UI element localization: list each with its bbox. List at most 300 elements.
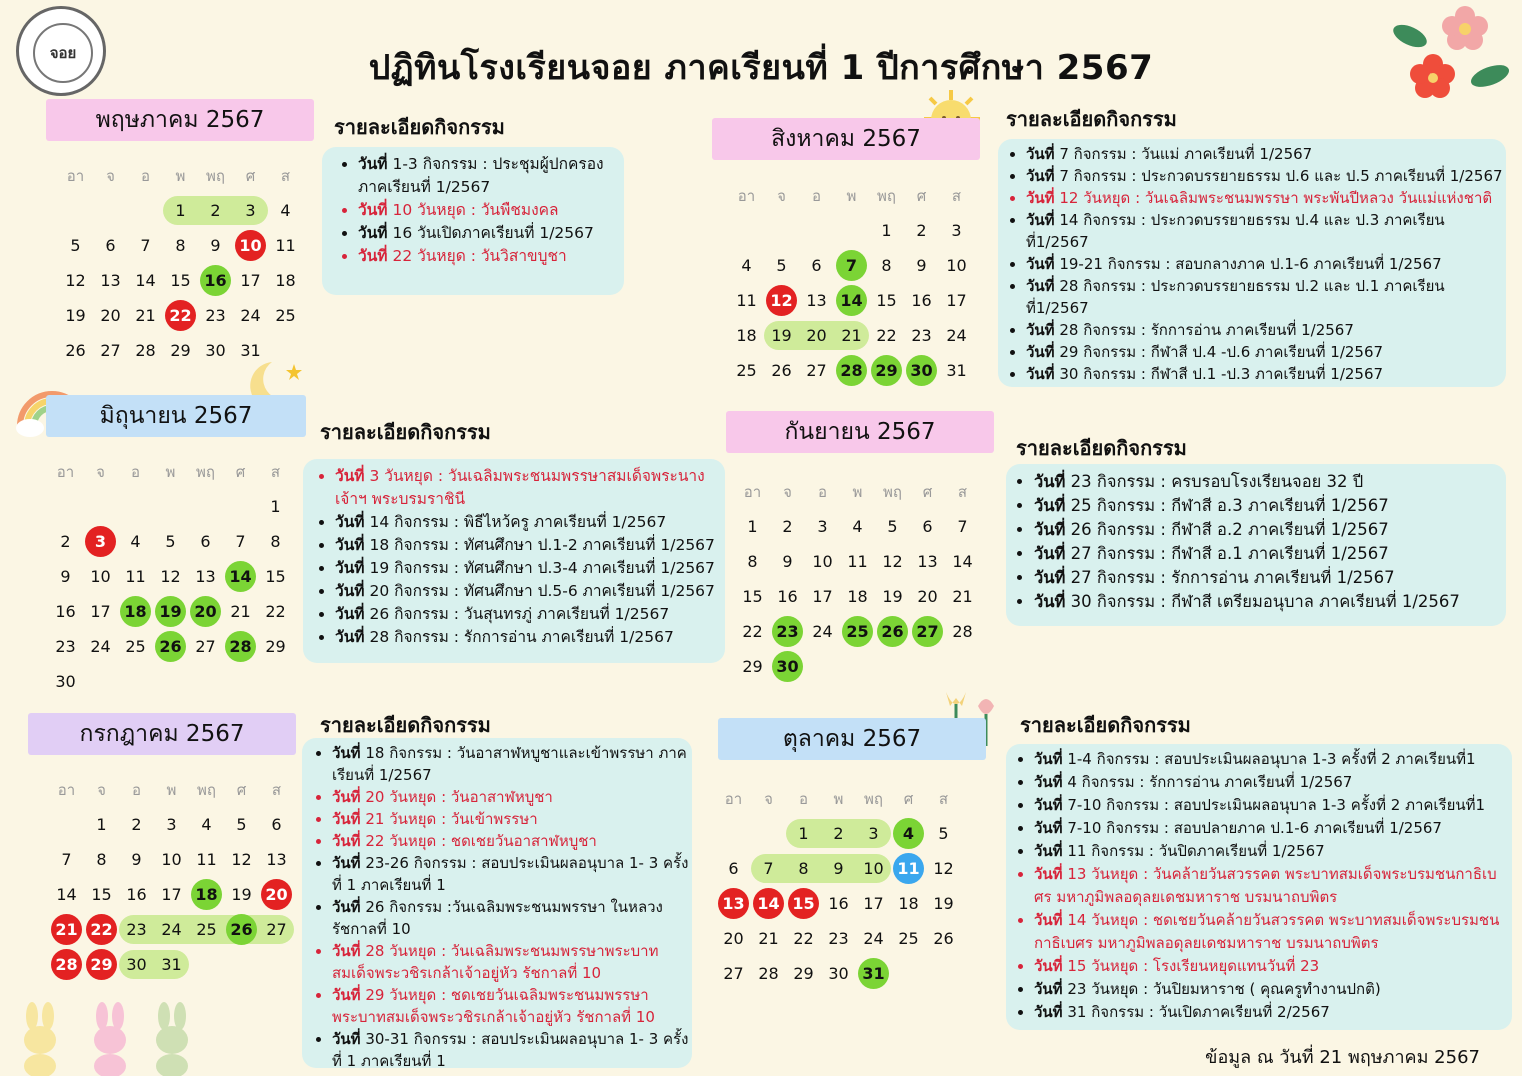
- activity-text: 10 วันหยุด : วันพืชมงคล: [387, 201, 559, 219]
- weekday-label: จ: [106, 166, 115, 185]
- calendar-day: 19: [933, 894, 954, 913]
- calendar-day: 16: [828, 894, 849, 913]
- activity-day-label: วันที่: [335, 467, 365, 485]
- activities-heading-june: รายละเอียดกิจกรรม: [320, 420, 491, 444]
- activity-day-label: วันที่: [1026, 255, 1055, 273]
- calendar-day: 15: [742, 587, 763, 606]
- calendar-day: 25: [196, 920, 217, 939]
- calendar-day: 23: [911, 326, 932, 345]
- activity-item: [1034, 494, 1506, 518]
- activity-text: 26 กิจกรรม :วันเฉลิมพระชนมพรรษา ในหลวงรัชกาลที่ 10: [332, 898, 663, 938]
- activity-text: 16 วันเปิดภาคเรียนที่ 1/2567: [387, 224, 594, 242]
- calendar-day: 5: [165, 532, 176, 551]
- calendar-day: 16: [126, 885, 147, 904]
- activity-text: 25 กิจกรรม : กีฬาสี อ.3 ภาคเรียนที่ 1/2567: [1065, 496, 1389, 515]
- calendar-day: 4: [741, 256, 752, 275]
- calendar-day: 31: [946, 361, 967, 380]
- calendar-day: 19: [65, 306, 86, 325]
- activity-day-label: วันที่: [335, 536, 365, 554]
- activity-item: [335, 534, 721, 557]
- calendar-day-holiday: 15: [786, 886, 821, 921]
- activity-item: [358, 245, 616, 268]
- calendar-day: 2: [833, 824, 844, 843]
- calendar-day: 14: [952, 552, 973, 571]
- activity-item: [1034, 794, 1512, 817]
- calendar-day: 8: [798, 859, 809, 878]
- activity-day-label: วันที่: [1034, 819, 1063, 837]
- calendar-day: 15: [170, 271, 191, 290]
- calendar-day: 20: [917, 587, 938, 606]
- weekday-label: อา: [57, 780, 76, 799]
- activity-day-label: วันที่: [1034, 544, 1066, 563]
- weekday-label: ศ: [922, 482, 933, 501]
- activity-text: 29 วันหยุด : ชดเชยวันเฉลิมพระชนมพรรษาพระบาทสมเด็จพระวชิรเกล้าเจ้าอยู่หัว รัชกาลที่ 10: [332, 986, 655, 1026]
- calendar-day: 9: [131, 850, 142, 869]
- activity-item: [332, 1028, 690, 1072]
- activity-item: [335, 580, 721, 603]
- calendar-day: 21: [758, 929, 779, 948]
- activity-text: 15 วันหยุด : โรงเรียนหยุดแทนวันที่ 23: [1062, 957, 1320, 975]
- activities-box-september: [1006, 464, 1506, 626]
- weekday-label: พฤ: [206, 166, 225, 185]
- activity-text: 31 กิจกรรม : วันเปิดภาคเรียนที่ 2/2567: [1062, 1003, 1330, 1021]
- calendar-day: 20: [806, 326, 827, 345]
- empty-day: [834, 213, 869, 248]
- weekday-label: อา: [737, 186, 756, 205]
- activity-text: 14 วันหยุด : ชดเชยวันคล้ายวันสวรรคต พระบาทสมเด็จพระบรมชนกาธิเบศร มหาภูมิพลอดุลยเดชมหาราช บรมนาถบพิตร: [1034, 911, 1500, 952]
- calendar-day: 8: [175, 236, 186, 255]
- weekday-label: อา: [56, 462, 75, 481]
- school-logo-text: จอย: [33, 23, 93, 83]
- activity-text: 12 วันหยุด : วันเฉลิมพระชนมพรรษา พระพันปีหลวง วันแม่แห่งชาติ: [1054, 189, 1493, 207]
- activity-text: 20 วันหยุด : วันอาสาฬหบูชา: [360, 788, 553, 806]
- calendar-day: 27: [100, 341, 121, 360]
- calendar-day: 9: [60, 567, 71, 586]
- calendar-day: 4: [201, 815, 212, 834]
- activities-heading-october: รายละเอียดกิจกรรม: [1020, 713, 1191, 737]
- calendar-day: 17: [812, 587, 833, 606]
- calendar-day: 13: [195, 567, 216, 586]
- weekday-label: ส: [270, 462, 281, 481]
- calendar-day: 14: [135, 271, 156, 290]
- activities-box-july: [302, 738, 692, 1068]
- calendar-day: 26: [771, 361, 792, 380]
- calendar-day: 31: [240, 341, 261, 360]
- activity-text: 22 วันหยุด : วันวิสาขบูชา: [387, 247, 567, 265]
- weekday-label: พ: [852, 482, 863, 501]
- activity-text: 22 วันหยุด : ชดเชยวันอาสาฬหบูชา: [360, 832, 597, 850]
- calendar-day: 8: [747, 552, 758, 571]
- calendar-day: 2: [60, 532, 71, 551]
- activity-item: [358, 199, 616, 222]
- activity-day-label: วันที่: [1034, 980, 1063, 998]
- calendar-day: 24: [946, 326, 967, 345]
- weekday-label: อ: [817, 482, 827, 501]
- calendar-day: 21: [952, 587, 973, 606]
- activity-item: [332, 852, 690, 896]
- empty-day: [223, 489, 258, 524]
- weekday-label: จ: [97, 780, 106, 799]
- empty-day: [118, 489, 153, 524]
- empty-day: [128, 193, 163, 228]
- calendar-day: 23: [205, 306, 226, 325]
- activity-item: [1034, 470, 1506, 494]
- activity-day-label: วันที่: [1026, 277, 1055, 295]
- activity-item: [1034, 978, 1512, 1001]
- calendar-day: 25: [736, 361, 757, 380]
- calendar-day: 11: [196, 850, 217, 869]
- calendar-day: 10: [812, 552, 833, 571]
- activity-text: 14 กิจกรรม : พิธีไหว้ครู ภาคเรียนที่ 1/2567: [364, 513, 667, 531]
- activity-day-label: วันที่: [1034, 957, 1063, 975]
- calendar-day-activity: 29: [869, 353, 904, 388]
- activities-heading-september: รายละเอียดกิจกรรม: [1016, 436, 1187, 460]
- activity-item: [358, 153, 616, 199]
- activity-item: [1026, 319, 1506, 341]
- calendar-day: 8: [881, 256, 892, 275]
- weekday-label: ศ: [916, 186, 927, 205]
- activity-item: [335, 557, 721, 580]
- calendar-day: 11: [125, 567, 146, 586]
- calendar-day: 1: [747, 517, 758, 536]
- activity-text: 3 วันหยุด : วันเฉลิมพระชนมพรรษาสมเด็จพระนางเจ้าฯ พระบรมราชินี: [335, 467, 705, 508]
- activities-heading-may: รายละเอียดกิจกรรม: [334, 115, 505, 139]
- activity-item: [1026, 253, 1506, 275]
- activity-day-label: วันที่: [1034, 750, 1063, 768]
- calendar-day: 22: [793, 929, 814, 948]
- activity-day-label: วันที่: [1026, 189, 1055, 207]
- calendar-day: 17: [161, 885, 182, 904]
- activity-text: 28 กิจกรรม : รักการอ่าน ภาคเรียนที่ 1/2567: [1054, 321, 1354, 339]
- calendar-day: 29: [793, 964, 814, 983]
- calendar-day: 2: [210, 201, 221, 220]
- calendar-day-activity: 27: [910, 614, 945, 649]
- activities-box-august: [998, 139, 1506, 387]
- activity-day-label: วันที่: [1026, 321, 1055, 339]
- weekday-label: พ: [175, 166, 186, 185]
- calendar-day: 6: [728, 859, 739, 878]
- activity-item: [1034, 909, 1512, 955]
- weekday-label: อา: [724, 789, 743, 808]
- activity-day-label: วันที่: [358, 155, 388, 173]
- calendar-day-activity: 26: [153, 629, 188, 664]
- weekday-label: ศ: [235, 462, 246, 481]
- activity-text: 4 กิจกรรม : รักการอ่าน ภาคเรียนที่ 1/2567: [1062, 773, 1353, 791]
- weekday-label: ส: [957, 482, 968, 501]
- calendar-day-holiday: 29: [84, 947, 119, 982]
- calendar-day: 3: [868, 824, 879, 843]
- activity-day-label: วันที่: [335, 513, 365, 531]
- activity-item: [1034, 1001, 1512, 1024]
- calendar-day: 25: [275, 306, 296, 325]
- calendar-day-activity: 30: [770, 649, 805, 684]
- calendar-day: 16: [911, 291, 932, 310]
- calendar-day: 23: [828, 929, 849, 948]
- activity-text: 29 กิจกรรม : กีฬาสี ป.4 -ป.6 ภาคเรียนที่ 1/2567: [1054, 343, 1384, 361]
- calendar-day: 24: [863, 929, 884, 948]
- calendar-day: 10: [946, 256, 967, 275]
- activity-text: 11 กิจกรรม : วันปิดภาคเรียนที่ 1/2567: [1062, 842, 1325, 860]
- calendar-day: 5: [887, 517, 898, 536]
- activity-item: [332, 940, 690, 984]
- calendar-day: 2: [782, 517, 793, 536]
- activity-day-label: วันที่: [335, 605, 365, 623]
- activity-day-label: วันที่: [332, 898, 361, 916]
- activities-heading-august: รายละเอียดกิจกรรม: [1006, 107, 1177, 131]
- empty-day: [799, 213, 834, 248]
- calendar-day: 13: [100, 271, 121, 290]
- calendar-day-activity: 26: [224, 912, 259, 947]
- calendar-day-holiday: 10: [233, 228, 268, 263]
- calendar-day: 17: [240, 271, 261, 290]
- calendar-day: 21: [135, 306, 156, 325]
- month-header-september: กันยายน 2567: [726, 411, 994, 453]
- calendar-day: 21: [230, 602, 251, 621]
- calendar-day: 23: [55, 637, 76, 656]
- activity-item: [332, 808, 690, 830]
- calendar-day: 10: [161, 850, 182, 869]
- activity-item: [1034, 748, 1512, 771]
- calendar-day: 20: [100, 306, 121, 325]
- activity-text: 28 วันหยุด : วันเฉลิมพระชนมพรรษาพระบาทสมเด็จพระวชิรเกล้าเจ้าอยู่หัว รัชกาลที่ 10: [332, 942, 659, 982]
- calendar-day-holiday: 20: [259, 877, 294, 912]
- calendar-day: 1: [96, 815, 107, 834]
- calendar-day-activity: 23: [770, 614, 805, 649]
- calendar-day: 7: [61, 850, 72, 869]
- activity-item: [1026, 341, 1506, 363]
- activity-text: 7-10 กิจกรรม : สอบปลายภาค ป.1-6 ภาคเรียนที่ 1/2567: [1062, 819, 1442, 837]
- activity-day-label: วันที่: [1034, 865, 1063, 883]
- calendar-day-activity: 7: [834, 248, 869, 283]
- calendar-day: 19: [771, 326, 792, 345]
- activity-text: 14 กิจกรรม : ประกวดบรรยายธรรม ป.4 และ ป.3 ภาคเรียนที่1/2567: [1026, 211, 1445, 251]
- activities-box-may: [322, 147, 624, 295]
- calendar-day-activity: 14: [223, 559, 258, 594]
- calendar-day-activity: 14: [834, 283, 869, 318]
- weekday-label: อ: [140, 166, 150, 185]
- weekday-label: พฤ: [877, 186, 896, 205]
- month-header-august: สิงหาคม 2567: [712, 118, 980, 160]
- activity-item: [1026, 165, 1506, 187]
- weekday-label: ส: [951, 186, 962, 205]
- calendar-day: 21: [841, 326, 862, 345]
- calendar-day: 28: [758, 964, 779, 983]
- month-header-october: ตุลาคม 2567: [718, 718, 986, 760]
- calendar-may: [58, 158, 303, 368]
- calendar-day: 30: [55, 672, 76, 691]
- calendar-day: 1: [881, 221, 892, 240]
- calendar-day: 27: [266, 920, 287, 939]
- calendar-day: 18: [736, 326, 757, 345]
- weekday-label: อ: [811, 186, 821, 205]
- calendar-day: 6: [922, 517, 933, 536]
- activity-day-label: วันที่: [335, 628, 365, 646]
- calendar-day: 1: [175, 201, 186, 220]
- activity-text: 18 กิจกรรม : ทัศนศึกษา ป.1-2 ภาคเรียนที่ 1/2567: [364, 536, 715, 554]
- calendar-day: 27: [806, 361, 827, 380]
- calendar-day: 15: [91, 885, 112, 904]
- calendar-day: 24: [90, 637, 111, 656]
- calendar-day: 6: [271, 815, 282, 834]
- calendar-day-activity: 18: [118, 594, 153, 629]
- weekday-label: พฤ: [883, 482, 902, 501]
- weekday-label: จ: [777, 186, 786, 205]
- activity-item: [1034, 542, 1506, 566]
- calendar-day: 11: [275, 236, 296, 255]
- weekday-label: จ: [783, 482, 792, 501]
- calendar-day: 1: [270, 497, 281, 516]
- calendar-day: 30: [126, 955, 147, 974]
- activity-item: [1034, 955, 1512, 978]
- activity-text: 23 วันหยุด : วันปิยมหาราช ( คุณครูทำงานปกติ): [1062, 980, 1381, 998]
- activity-item: [1026, 187, 1506, 209]
- calendar-day: 7: [235, 532, 246, 551]
- empty-day: [716, 816, 751, 851]
- calendar-day: 12: [231, 850, 252, 869]
- calendar-day-activity: 25: [840, 614, 875, 649]
- calendar-day: 3: [951, 221, 962, 240]
- weekday-label: ส: [271, 780, 282, 799]
- activity-item: [358, 222, 616, 245]
- calendar-day: 22: [876, 326, 897, 345]
- calendar-day: 12: [65, 271, 86, 290]
- activity-day-label: วันที่: [1026, 211, 1055, 229]
- month-header-may: พฤษภาคม 2567: [46, 99, 314, 141]
- activity-day-label: วันที่: [358, 201, 388, 219]
- activity-item: [335, 511, 721, 534]
- calendar-day: 9: [833, 859, 844, 878]
- activity-text: 13 วันหยุด : วันคล้ายวันสวรรคต พระบาทสมเด็จพระบรมชนกาธิเบศร มหาภูมิพลอดุลยเดชมหาราช บรมนาถบพิตร: [1034, 865, 1497, 906]
- calendar-day: 26: [65, 341, 86, 360]
- activity-day-label: วันที่: [332, 854, 361, 872]
- calendar-day: 8: [96, 850, 107, 869]
- calendar-day: 24: [812, 622, 833, 641]
- calendar-day-holiday: 22: [84, 912, 119, 947]
- calendar-day: 18: [898, 894, 919, 913]
- calendar-september: [735, 474, 980, 684]
- activity-text: 30 กิจกรรม : กีฬาสี เตรียมอนุบาล ภาคเรียนที่ 1/2567: [1065, 592, 1460, 611]
- month-header-june: มิถุนายน 2567: [46, 395, 306, 437]
- calendar-day: 3: [817, 517, 828, 536]
- calendar-day: 7: [957, 517, 968, 536]
- calendar-june: [48, 454, 293, 699]
- activity-day-label: วันที่: [1026, 343, 1055, 361]
- calendar-day: 9: [916, 256, 927, 275]
- activity-text: 19-21 กิจกรรม : สอบกลางภาค ป.1-6 ภาคเรียนที่ 1/2567: [1054, 255, 1442, 273]
- calendar-day-activity: 30: [904, 353, 939, 388]
- calendar-day: 19: [231, 885, 252, 904]
- activity-item: [1034, 771, 1512, 794]
- activities-box-october: [1006, 744, 1512, 1030]
- activity-text: 23-26 กิจกรรม : สอบประเมินผลอนุบาล 1- 3 ครั้งที่ 1 ภาคเรียนที่ 1: [332, 854, 689, 894]
- activity-item: [335, 465, 721, 511]
- activity-day-label: วันที่: [332, 1030, 361, 1048]
- activity-item: [332, 896, 690, 940]
- empty-day: [93, 193, 128, 228]
- weekday-label: อ: [131, 780, 141, 799]
- calendar-day: 25: [898, 929, 919, 948]
- activity-text: 20 กิจกรรม : ทัศนศึกษา ป.5-6 ภาคเรียนที่ 1/2567: [364, 582, 715, 600]
- calendar-day-activity: 31: [856, 956, 891, 991]
- activity-item: [332, 830, 690, 852]
- activities-box-june: [303, 459, 725, 663]
- activity-day-label: วันที่: [1034, 842, 1063, 860]
- weekday-label: พฤ: [196, 462, 215, 481]
- activity-item: [1034, 566, 1506, 590]
- calendar-day-semester-end: 11: [891, 851, 926, 886]
- weekday-label: ศ: [236, 780, 247, 799]
- calendar-day-activity: 18: [189, 877, 224, 912]
- activity-text: 23 กิจกรรม : ครบรอบโรงเรียนจอย 32 ปี: [1065, 472, 1364, 491]
- calendar-day: 30: [205, 341, 226, 360]
- activity-item: [1034, 863, 1512, 909]
- calendar-day: 2: [916, 221, 927, 240]
- calendar-day: 20: [723, 929, 744, 948]
- activity-day-label: วันที่: [1034, 911, 1063, 929]
- calendar-day: 15: [265, 567, 286, 586]
- calendar-day: 3: [245, 201, 256, 220]
- activity-text: 26 กิจกรรม : วันสุนทรภู่ ภาคเรียนที่ 1/2567: [364, 605, 670, 623]
- empty-day: [58, 193, 93, 228]
- calendar-day-holiday: 12: [764, 283, 799, 318]
- calendar-day: 22: [742, 622, 763, 641]
- calendar-day-activity: 4: [891, 816, 926, 851]
- calendar-day-holiday: 21: [49, 912, 84, 947]
- weekday-label: อา: [743, 482, 762, 501]
- activity-day-label: วันที่: [358, 224, 388, 242]
- empty-day: [729, 213, 764, 248]
- calendar-day: 23: [126, 920, 147, 939]
- empty-day: [153, 489, 188, 524]
- activity-text: 27 กิจกรรม : รักการอ่าน ภาคเรียนที่ 1/2567: [1065, 568, 1395, 587]
- activity-item: [332, 984, 690, 1028]
- weekday-label: อ: [798, 789, 808, 808]
- activity-day-label: วันที่: [1034, 568, 1066, 587]
- bunny-icon: [14, 1000, 214, 1076]
- calendar-day: 13: [266, 850, 287, 869]
- activity-item: [332, 742, 690, 786]
- activity-day-label: วันที่: [335, 582, 365, 600]
- calendar-day-holiday: 14: [751, 886, 786, 921]
- activity-text: 18 กิจกรรม : วันอาสาฬหบูชาและเข้าพรรษา ภาคเรียนที่ 1/2567: [332, 744, 687, 784]
- calendar-day: 15: [876, 291, 897, 310]
- calendar-day-holiday: 3: [83, 524, 118, 559]
- activity-text: 26 กิจกรรม : กีฬาสี อ.2 ภาคเรียนที่ 1/2567: [1065, 520, 1389, 539]
- activity-item: [1034, 817, 1512, 840]
- calendar-day-activity: 19: [153, 594, 188, 629]
- activity-day-label: วันที่: [332, 986, 361, 1004]
- calendar-day: 29: [742, 657, 763, 676]
- activity-text: 7 กิจกรรม : ประกวดบรรยายธรรม ป.6 และ ป.5 ภาคเรียนที่ 1/2567: [1054, 167, 1503, 185]
- calendar-day: 9: [210, 236, 221, 255]
- calendar-day-activity: 28: [223, 629, 258, 664]
- calendar-october: [716, 781, 961, 991]
- activity-item: [335, 603, 721, 626]
- activity-day-label: วันที่: [332, 942, 361, 960]
- activity-text: 28 กิจกรรม : รักการอ่าน ภาคเรียนที่ 1/2567: [364, 628, 674, 646]
- calendar-day: 5: [236, 815, 247, 834]
- activity-day-label: วันที่: [332, 832, 361, 850]
- calendar-day: 2: [131, 815, 142, 834]
- calendar-day: 16: [777, 587, 798, 606]
- activity-text: 27 กิจกรรม : กีฬาสี อ.1 ภาคเรียนที่ 1/2567: [1065, 544, 1389, 563]
- calendar-day-activity: 26: [875, 614, 910, 649]
- update-date-note: ข้อมูล ณ วันที่ 21 พฤษภาคม 2567: [1205, 1047, 1480, 1068]
- calendar-day: 18: [275, 271, 296, 290]
- calendar-day: 6: [200, 532, 211, 551]
- calendar-day: 5: [70, 236, 81, 255]
- calendar-day: 13: [917, 552, 938, 571]
